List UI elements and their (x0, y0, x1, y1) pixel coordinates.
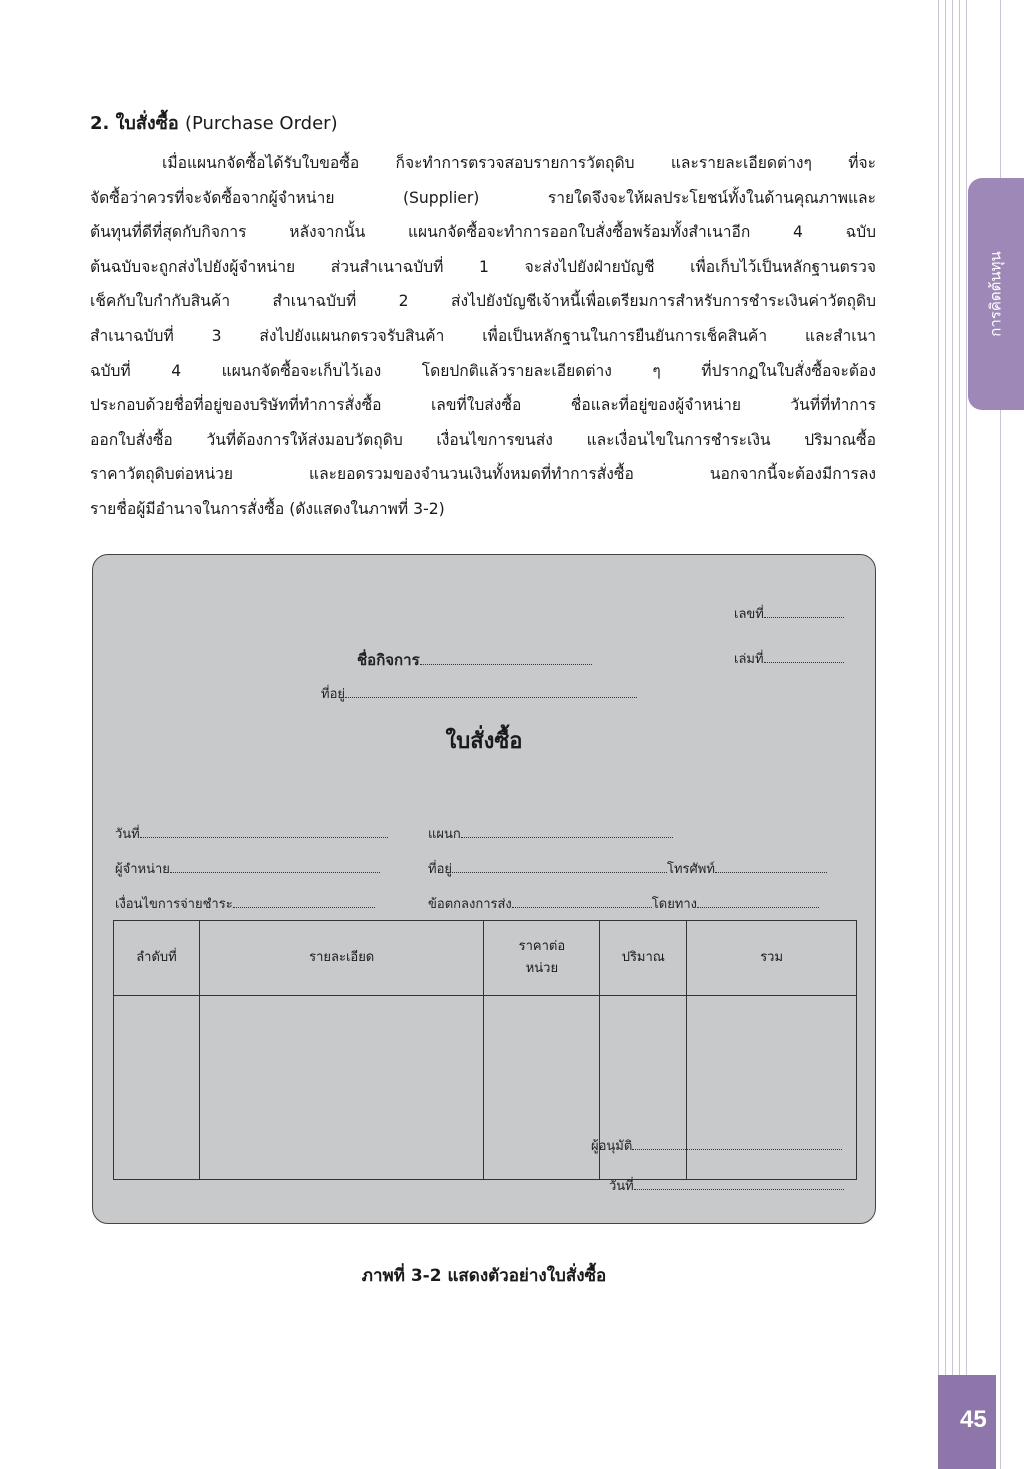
delivery-terms-field (428, 893, 819, 914)
paragraph-line: ออกใบสั่งซื้อ วันที่ต้องการให้ส่งมอบวัตถุดิบ เงื่อนไขการขนส่ง และเงื่อนไขในการชำระเงิน ปริมาณซื้อ (90, 430, 876, 449)
paragraph-line: เช็คกับใบกำกับสินค้า สำเนาฉบับที่ 2 ส่งไปยังบัญชีเจ้าหนี้เพื่อเตรียมการสำหรับการชำระเงินค่าวัตถุดิบ (90, 292, 876, 311)
header-unit-price (484, 921, 600, 996)
paragraph-line: ต้นทุนที่ดีที่สุดกับกิจการ หลังจากนั้น แผนกจัดซื้อจะทำการออกใบสั่งซื้อพร้อมทั้งสำเนาอีก 4 ฉบับ (90, 223, 876, 242)
dotted-line (452, 860, 667, 873)
dotted-line (233, 895, 375, 908)
dotted-line (170, 860, 380, 873)
table-cell (484, 996, 600, 1180)
paragraph-line: ราคาวัตถุดิบต่อหน่วย และยอดรวมของจำนวนเงินทั้งหมดที่ทำการสั่งซื้อ นอกจากนี้จะต้องมีการลง (90, 465, 876, 484)
approver-label: ผู้อนุมัติ (591, 1139, 633, 1154)
doc-number-label: เลขที่ (734, 607, 764, 622)
margin-line (959, 0, 960, 1469)
margin-line (966, 0, 967, 1469)
page-number: 45 (960, 1406, 987, 1433)
table-cell (114, 996, 200, 1180)
payment-terms-field (115, 893, 375, 914)
chapter-side-tab-label (968, 178, 1024, 410)
margin-line (945, 0, 946, 1469)
vendor-address-label: ที่อยู่ (428, 862, 452, 877)
section-heading (90, 108, 338, 137)
book-number-field (734, 648, 844, 669)
margin-line (952, 0, 953, 1469)
approve-date-label: วันที่ (609, 1179, 634, 1194)
dotted-line (715, 860, 827, 873)
paragraph-line: เมื่อแผนกจัดซื้อได้รับใบขอซื้อ ก็จะทำการตรวจสอบรายการวัตถุดิบ และรายละเอียดต่างๆ ที่จะ (162, 154, 876, 172)
header-unit-price-line2: หน่วย (525, 961, 559, 976)
dotted-line (632, 1137, 842, 1150)
dotted-line (634, 1177, 844, 1190)
header-details: รายละเอียด (199, 921, 484, 996)
dotted-line (764, 605, 844, 618)
header-unit-price-line1: ราคาต่อ (518, 939, 566, 954)
dotted-line (420, 652, 592, 665)
company-name-label: ชื่อกิจการ (357, 651, 420, 669)
paragraph-line: รายชื่อผู้มีอำนาจในการสั่งซื้อ (ดังแสดงในภาพที่ 3-2) (90, 499, 445, 518)
approver-field (591, 1135, 842, 1156)
dotted-line (764, 650, 844, 663)
table-cell (199, 996, 484, 1180)
date-label: วันที่ (115, 827, 140, 842)
dotted-line (697, 895, 819, 908)
paragraph-line: ประกอบด้วยชื่อที่อยู่ของบริษัทที่ทำการสั่งซื้อ เลขที่ใบส่งซื้อ ชื่อและที่อยู่ของผู้จำหน่าย วันที่ที่ทำการ (90, 396, 876, 415)
paragraph-line: จัดซื้อว่าควรที่จะจัดซื้อจากผู้จำหน่าย (Supplier) รายใดจึงจะให้ผลประโยชน์ทั้งในด้านคุณภาพและ (90, 188, 876, 207)
date-field (115, 823, 388, 844)
department-label: แผนก (428, 827, 461, 842)
header-seq: ลำดับที่ (114, 921, 200, 996)
company-address-label: ที่อยู่ (321, 687, 345, 702)
section-heading-thai: 2. ใบสั่งซื้อ (90, 113, 179, 134)
department-field (428, 823, 673, 844)
dotted-line (345, 685, 637, 698)
paragraph-line: สำเนาฉบับที่ 3 ส่งไปยังแผนกตรวจรับสินค้า เพื่อเป็นหลักฐานในการยืนยันการเช็คสินค้า และสำเนา (90, 326, 876, 345)
dotted-line (512, 895, 652, 908)
vendor-label: ผู้จำหน่าย (115, 862, 170, 877)
delivery-terms-label: ข้อตกลงการส่ง (428, 897, 512, 912)
vendor-address-field (428, 858, 827, 879)
dotted-line (461, 825, 673, 838)
body-paragraph (90, 146, 876, 527)
book-number-label: เล่มที่ (734, 652, 764, 667)
payment-terms-label: เงื่อนไขการจ่ายชำระ (115, 897, 233, 912)
paragraph-line: ฉบับที่ 4 แผนกจัดซื้อจะเก็บไว้เอง โดยปกติแล้วรายละเอียดต่าง ๆ ที่ปรากฏในใบสั่งซื้อจะต้อง (90, 361, 876, 380)
dotted-line (140, 825, 388, 838)
side-tab-text: การคิดต้นทุน (987, 251, 1006, 337)
ship-via-label: โดยทาง (651, 897, 698, 912)
table-header-row (114, 921, 857, 996)
approve-date-field (609, 1175, 844, 1196)
company-name-field (357, 648, 592, 672)
header-total: รวม (687, 921, 857, 996)
purchase-order-form (92, 554, 876, 1224)
section-heading-english: (Purchase Order) (184, 113, 338, 134)
company-address-field (321, 683, 637, 704)
figure-caption: ภาพที่ 3-2 แสดงตัวอย่างใบสั่งซื้อ (361, 1266, 607, 1286)
phone-label: โทรศัพท์ (667, 862, 715, 877)
form-title: ใบสั่งซื้อ (445, 729, 523, 754)
paragraph-line: ต้นฉบับจะถูกส่งไปยังผู้จำหน่าย ส่วนสำเนาฉบับที่ 1 จะส่งไปยังฝ่ายบัญชี เพื่อเก็บไว้เป็นหลักฐานตรวจ (90, 257, 876, 276)
doc-number-field (734, 603, 844, 624)
margin-line (938, 0, 939, 1469)
header-quantity: ปริมาณ (600, 921, 687, 996)
vendor-field (115, 858, 380, 879)
